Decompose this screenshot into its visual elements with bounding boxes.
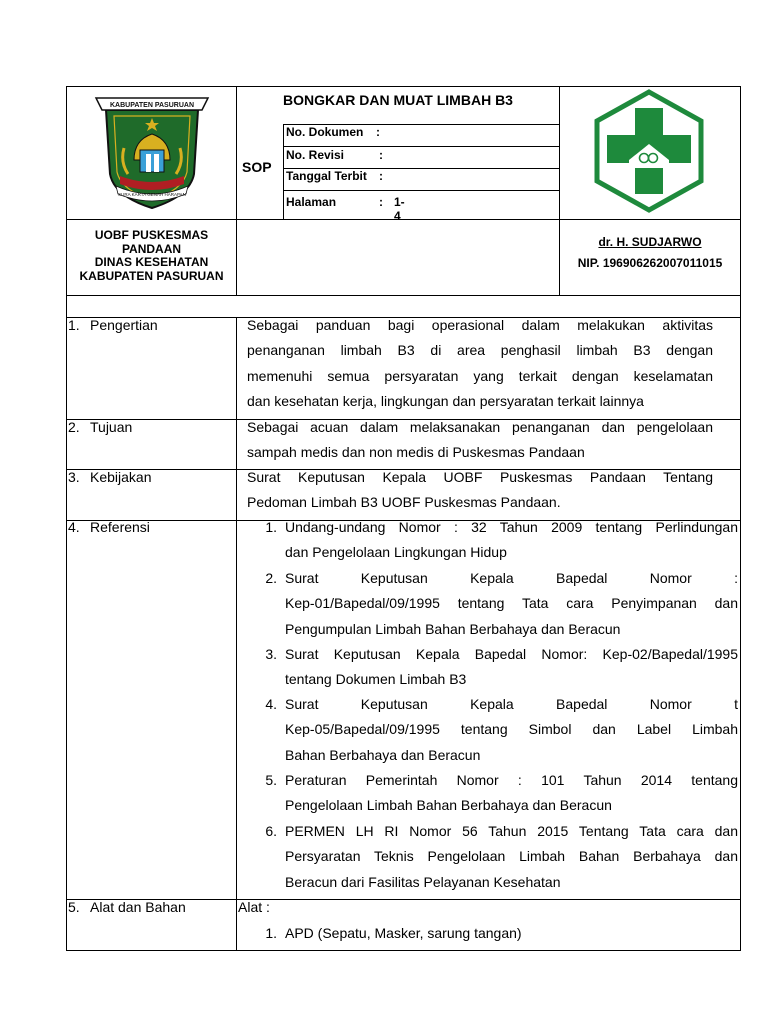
alat-item: APD (Sepatu, Masker, sarung tangan) <box>285 925 522 941</box>
section-number: 1. <box>68 317 80 333</box>
ref-item-number: 3. <box>265 646 277 662</box>
section-kebijakan-text <box>247 465 713 516</box>
field-separator: : <box>376 125 380 139</box>
text-line: PERMEN LH RI Nomor 56 Tahun 2015 Tentang Tata cara dan <box>285 823 738 839</box>
field-separator: : <box>379 148 383 162</box>
section-label: Referensi <box>90 519 150 535</box>
org-name-block <box>67 229 236 283</box>
ref-item <box>285 768 738 819</box>
header-col1-divider <box>236 86 237 295</box>
text-line: Persyaratan Teknis Pengelolaan Limbah Bahan Berbahaya dan <box>285 848 738 865</box>
section-pengertian-label <box>68 313 158 339</box>
text-line: tentang Dokumen Limbah B3 <box>285 671 467 688</box>
section-number: 2. <box>68 419 80 435</box>
field-value: 1-4 <box>394 195 405 223</box>
section-label: Alat dan Bahan <box>90 899 186 915</box>
document-title: BONGKAR DAN MUAT LIMBAH B3 <box>283 92 513 108</box>
alat-intro: Alat : <box>238 899 270 915</box>
ref-item-number: 2. <box>265 570 277 586</box>
ref-item <box>285 515 738 566</box>
text-line: Undang-undang Nomor : 32 Tahun 2009 tentang Perlindungan <box>285 519 738 535</box>
ref-item-number: 5. <box>265 772 277 788</box>
header-bottom-border <box>66 295 741 296</box>
svg-text:SURA KARTA GENAH HARAPAN: SURA KARTA GENAH HARAPAN <box>118 192 186 197</box>
ref-item-number: 1. <box>265 519 277 535</box>
section-label: Pengertian <box>90 317 158 333</box>
field-no-dokumen <box>286 125 380 139</box>
table-bottom-border <box>66 950 741 951</box>
text-line: Surat Keputusan Kepala Bapedal Nomor t <box>285 696 738 712</box>
section-tujuan-text <box>247 415 713 466</box>
section-label: Kebijakan <box>90 469 152 485</box>
header-top-border <box>66 86 741 87</box>
body-label-divider <box>236 317 237 951</box>
ref-item <box>285 566 738 642</box>
field-label: No. Revisi <box>286 148 345 162</box>
section-tujuan-label <box>68 415 133 441</box>
text-line: penanganan limbah B3 di area penghasil limbah B3 dengan <box>247 342 713 359</box>
text-line: Pengelolaan Limbah Bahan Berbahaya dan Beracun <box>285 797 612 814</box>
section-pengertian-text <box>247 313 713 414</box>
field-no-revisi <box>286 148 383 162</box>
puskesmas-logo <box>589 88 709 214</box>
text-line: Bahan Berbahaya dan Beracun <box>285 746 481 763</box>
org-line: UOBF PUSKESMAS <box>94 228 209 242</box>
text-line: Peraturan Pemerintah Nomor : 101 Tahun 2014 tentang <box>285 772 738 788</box>
section-label: Tujuan <box>90 419 133 435</box>
field-label: Tanggal Terbit <box>286 169 367 183</box>
org-line: PANDAAN <box>121 241 182 256</box>
text-line: dan Pengelolaan Lingkungan Hidup <box>285 544 507 561</box>
text-line: Kep-05/Bapedal/09/1995 tentang Simbol dan Label Limbah <box>285 721 738 738</box>
sop-label: SOP <box>242 159 272 175</box>
section-number: 4. <box>68 519 80 535</box>
field-row-border <box>284 146 559 147</box>
alat-item-number: 1. <box>265 925 277 941</box>
ref-item-number: 6. <box>265 823 277 839</box>
field-separator: : <box>379 169 383 183</box>
section-number: 5. <box>68 899 80 915</box>
text-line: dan kesehatan kerja, lingkungan dan persyaratan terkait lainnya <box>247 392 644 409</box>
ref-item <box>285 692 738 768</box>
org-line: KABUPATEN PASURUAN <box>79 268 224 283</box>
field-label: No. Dokumen <box>286 125 364 139</box>
body-left-border <box>66 317 67 951</box>
text-line: sampah medis dan non medis di Puskesmas Pandaan <box>247 444 585 461</box>
kabupaten-pasuruan-emblem <box>94 88 210 212</box>
section-number: 3. <box>68 469 80 485</box>
signatory-nip: NIP. 196906262007011015 <box>577 256 723 270</box>
section-kebijakan-label <box>68 465 152 491</box>
text-line: Surat Keputusan Kepala Bapedal Nomor: Kep-02/Bapedal/1995 <box>285 646 738 662</box>
text-line: Pedoman Limbah B3 UOBF Puskesmas Pandaan. <box>247 494 561 511</box>
text-line: Kep-01/Bapedal/09/1995 tentang Tata cara Penyimpanan dan <box>285 595 738 612</box>
ref-item <box>285 819 738 895</box>
svg-text:KABUPATEN PASURUAN: KABUPATEN PASURUAN <box>110 102 194 109</box>
text-line: Surat Keputusan Kepala Bapedal Nomor : <box>285 570 738 586</box>
text-line: Surat Keputusan Kepala UOBF Puskesmas Pandaan Tentang <box>247 469 713 485</box>
text-line: memenuhi semua persyaratan yang terkait dengan keselamatan <box>247 367 713 384</box>
text-line: Sebagai acuan dalam melaksanakan penanganan dan pengelolaan <box>247 419 713 435</box>
text-line: Sebagai panduan bagi operasional dalam melakukan aktivitas <box>247 317 713 333</box>
field-row-border <box>284 190 559 191</box>
signatory-name: dr. H. SUDJARWO <box>598 235 702 249</box>
text-line: Pengumpulan Limbah Bahan Berbahaya dan Beracun <box>285 620 621 637</box>
ref-item-number: 4. <box>265 696 277 712</box>
text-line: Beracun dari Fasilitas Pelayanan Kesehatan <box>285 873 561 890</box>
org-line: DINAS KESEHATAN <box>94 255 209 269</box>
section-referensi-label <box>68 515 150 541</box>
body-right-border <box>740 317 741 951</box>
header-right-border <box>740 86 741 317</box>
field-separator: : <box>379 195 383 209</box>
field-label: Halaman <box>286 195 337 209</box>
sop-divider <box>283 124 284 219</box>
ref-item <box>285 642 738 693</box>
field-tanggal-terbit <box>286 169 383 183</box>
section-alat-label <box>68 895 186 921</box>
field-halaman <box>286 195 405 223</box>
